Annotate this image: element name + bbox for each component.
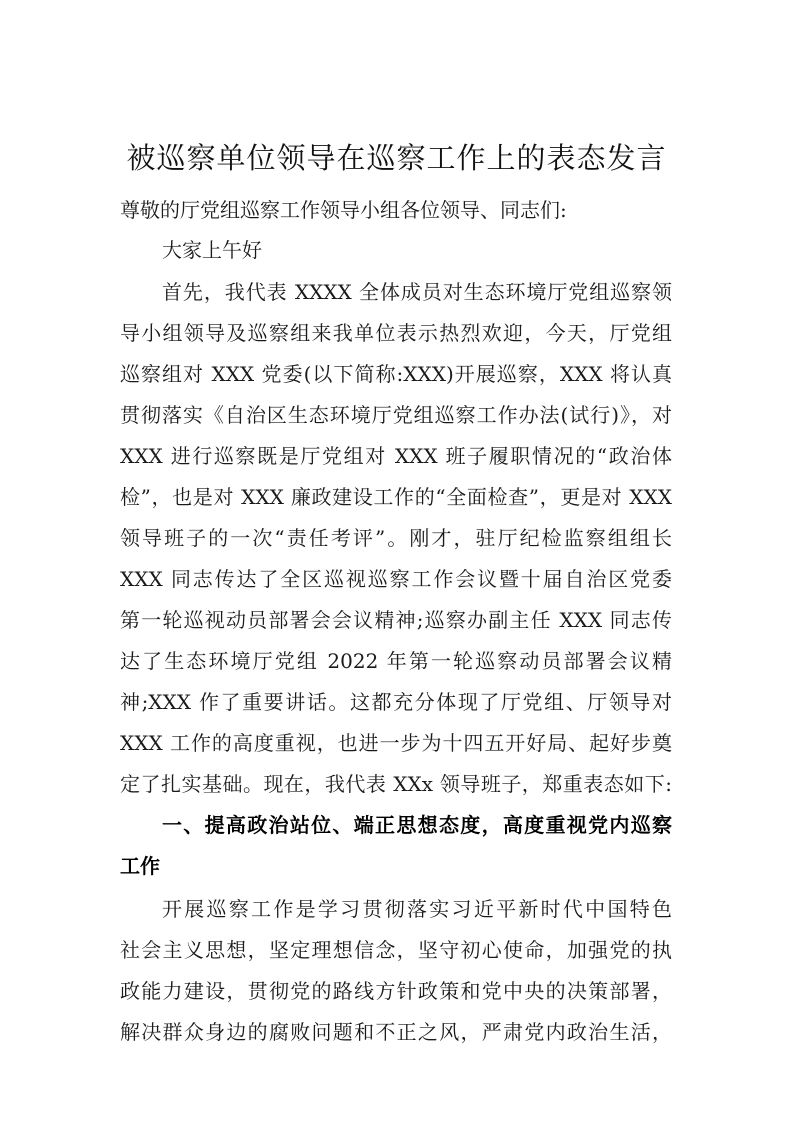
paragraph-line: XXX 工作的高度重视，也进一步为十四五开好局、起好步奠 <box>120 731 672 755</box>
heading-line: 一、提高政治站位、端正思想态度，高度重视党内巡察 <box>162 813 672 837</box>
paragraph-line: 定了扎实基础。现在，我代表 XXx 领导班子，郑重表态如下: <box>120 772 672 796</box>
paragraph-line: 首先，我代表 XXXX 全体成员对生态环境厅党组巡察领 <box>162 280 672 304</box>
paragraph-line: 解决群众身边的腐败问题和不正之风，严肃党内政治生活， <box>120 1020 672 1044</box>
paragraph-line: 神;XXX 作了重要讲话。这都充分体现了厅党组、厅领导对 <box>120 690 672 714</box>
paragraph-line: 政能力建设，贯彻党的路线方针政策和党中央的决策部署， <box>120 979 672 1003</box>
paragraph-line: 开展巡察工作是学习贯彻落实习近平新时代中国特色 <box>162 897 672 921</box>
salutation: 尊敬的厅党组巡察工作领导小组各位领导、同志们: <box>120 198 567 222</box>
greeting: 大家上午好 <box>162 238 262 262</box>
heading-line: 工作 <box>120 854 160 878</box>
paragraph-line: 贯彻落实《自治区生态环境厅党组巡察工作办法(试行)》，对 <box>120 403 672 427</box>
paragraph-line: XXX 进行巡察既是厅党组对 XXX 班子履职情况的“政治体 <box>120 444 672 468</box>
paragraph-line: 检”，也是对 XXX 廉政建设工作的“全面检查”，更是对 XXX <box>120 485 672 509</box>
paragraph-line: 导小组领导及巡察组来我单位表示热烈欢迎，今天，厅党组 <box>120 321 672 345</box>
paragraph-line: 巡察组对 XXX 党委(以下简称:XXX)开展巡察，XXX 将认真 <box>120 362 672 386</box>
paragraph-line: 社会主义思想，坚定理想信念，坚守初心使命，加强党的执 <box>120 938 672 962</box>
paragraph-line: XXX 同志传达了全区巡视巡察工作会议暨十届自治区党委 <box>120 567 672 591</box>
document-title: 被巡察单位领导在巡察工作上的表态发言 <box>126 141 667 175</box>
paragraph-line: 达了生态环境厅党组 2022 年第一轮巡察动员部署会议精 <box>120 649 672 673</box>
paragraph-line: 第一轮巡视动员部署会会议精神;巡察办副主任 XXX 同志传 <box>120 608 672 632</box>
paragraph-line: 领导班子的一次“责任考评”。刚才，驻厅纪检监察组组长 <box>120 526 672 550</box>
